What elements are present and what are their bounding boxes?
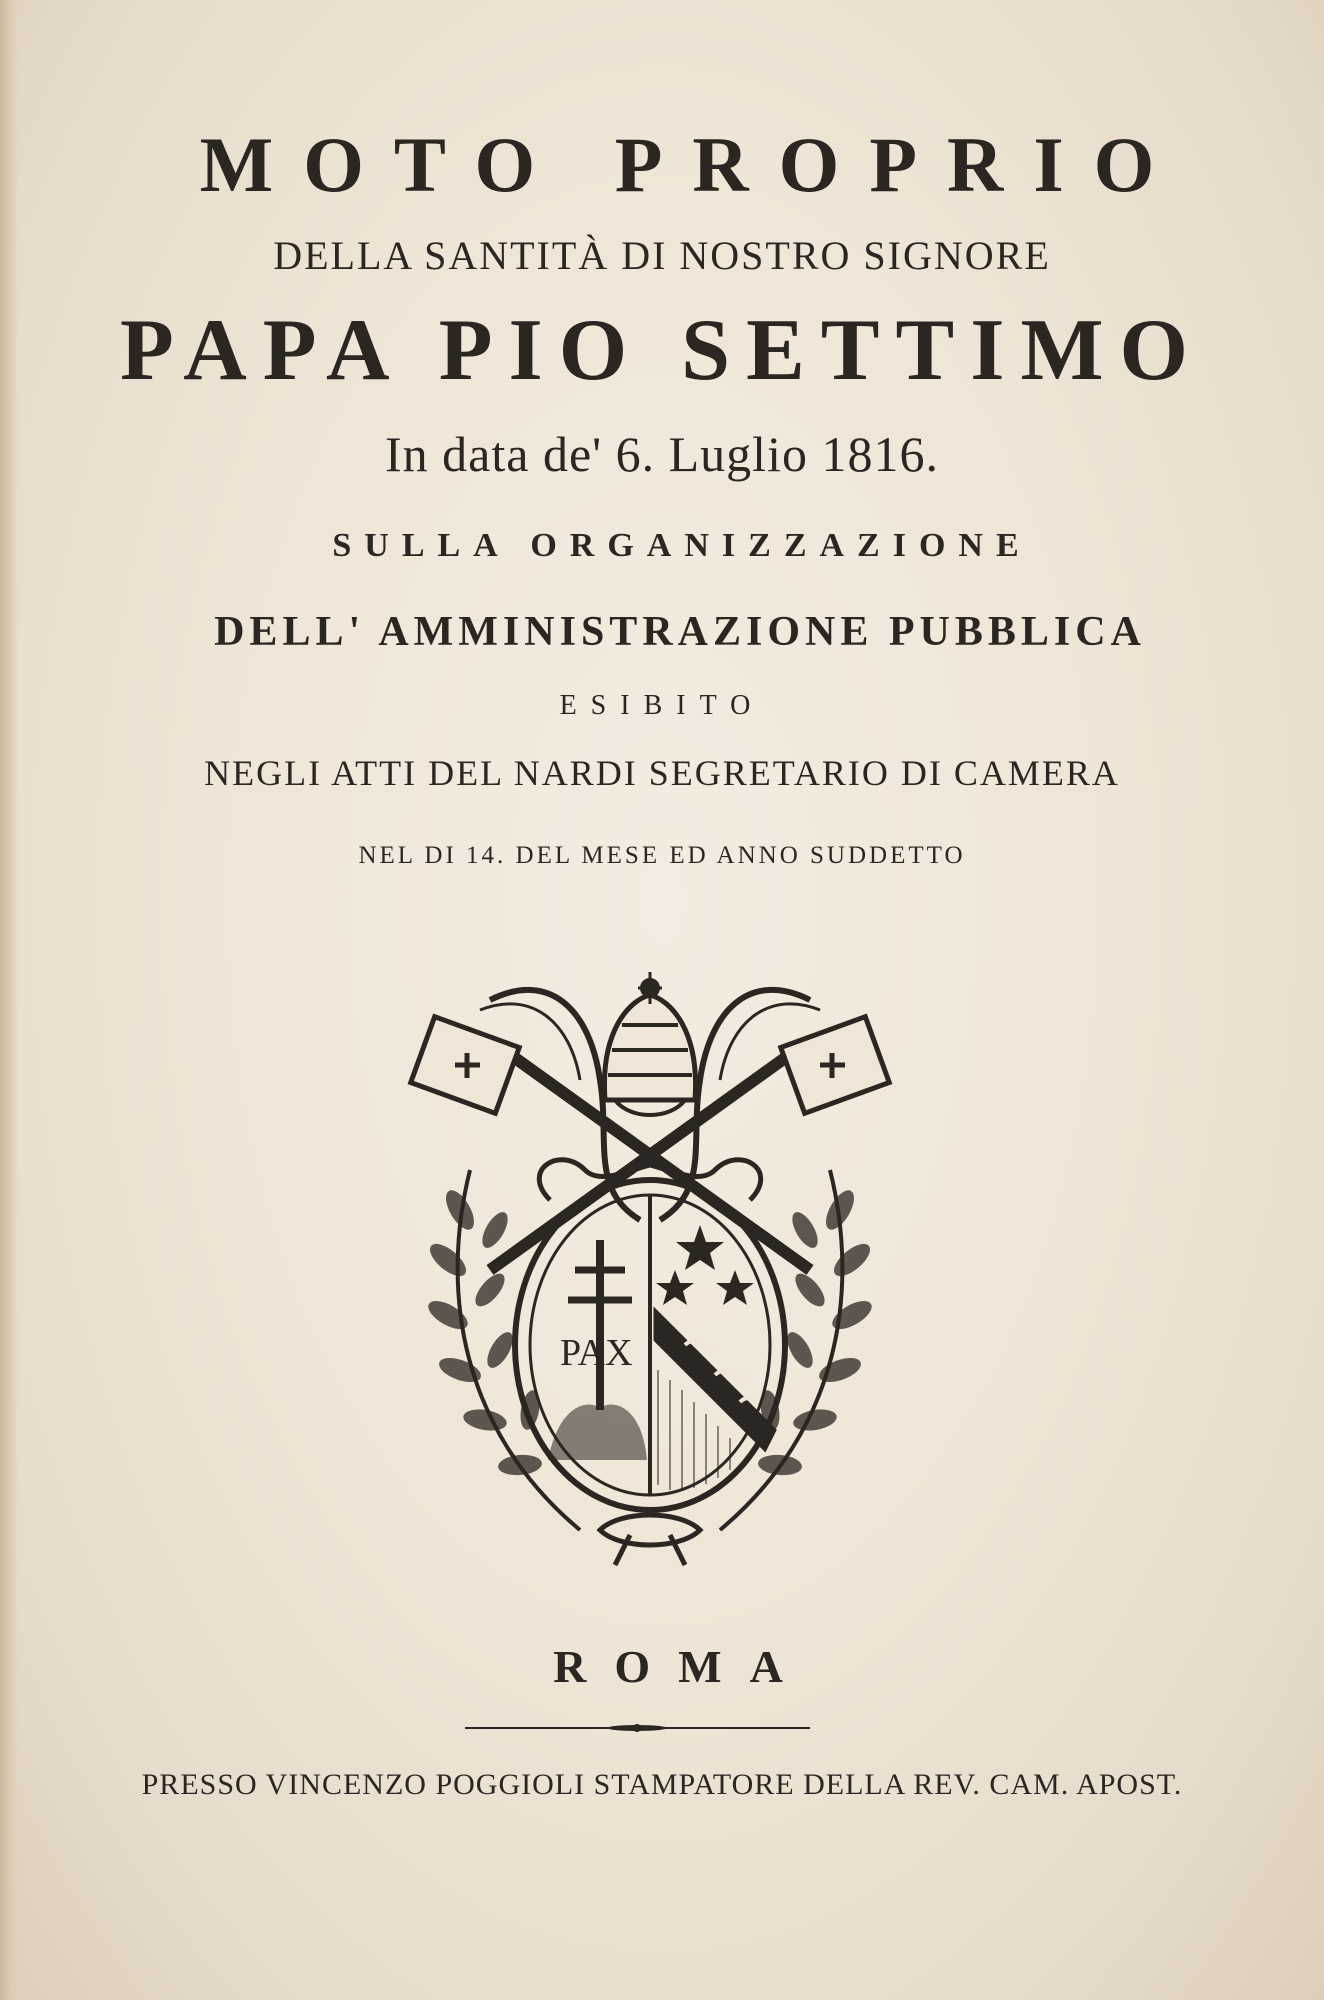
ornamental-rule xyxy=(465,1718,810,1738)
date-line: In data de' 6. Luglio 1816. xyxy=(385,426,939,482)
subject-line-2: DELL' AMMINISTRAZIONE PUBBLICA xyxy=(214,609,1146,655)
papal-coat-of-arms-icon xyxy=(400,970,900,1570)
imprint-city: ROMA xyxy=(553,1641,811,1692)
esibito-line: ESIBITO xyxy=(559,690,765,721)
crest-motto: PAX xyxy=(560,1332,633,1374)
tiara-icon xyxy=(604,972,695,1115)
stars-icon xyxy=(656,1225,754,1305)
title-moto-proprio: MOTO PROPRIO xyxy=(199,121,1185,208)
atti-line: NEGLI ATTI DEL NARDI SEGRETARIO DI CAMERA xyxy=(204,753,1120,793)
imprint-printer: PRESSO VINCENZO POGGIOLI STAMPATORE DELLA REV. CAM. APOST. xyxy=(141,1768,1183,1801)
title-papa-pio-settimo: PAPA PIO SETTIMO xyxy=(120,302,1204,399)
subject-line-1: SULLA ORGANIZZAZIONE xyxy=(332,527,1032,564)
date-deposit-line: NEL DI 14. DEL MESE ED ANNO SUDDETTO xyxy=(358,842,966,869)
subtitle-santita: DELLA SANTITÀ DI NOSTRO SIGNORE xyxy=(273,233,1051,278)
